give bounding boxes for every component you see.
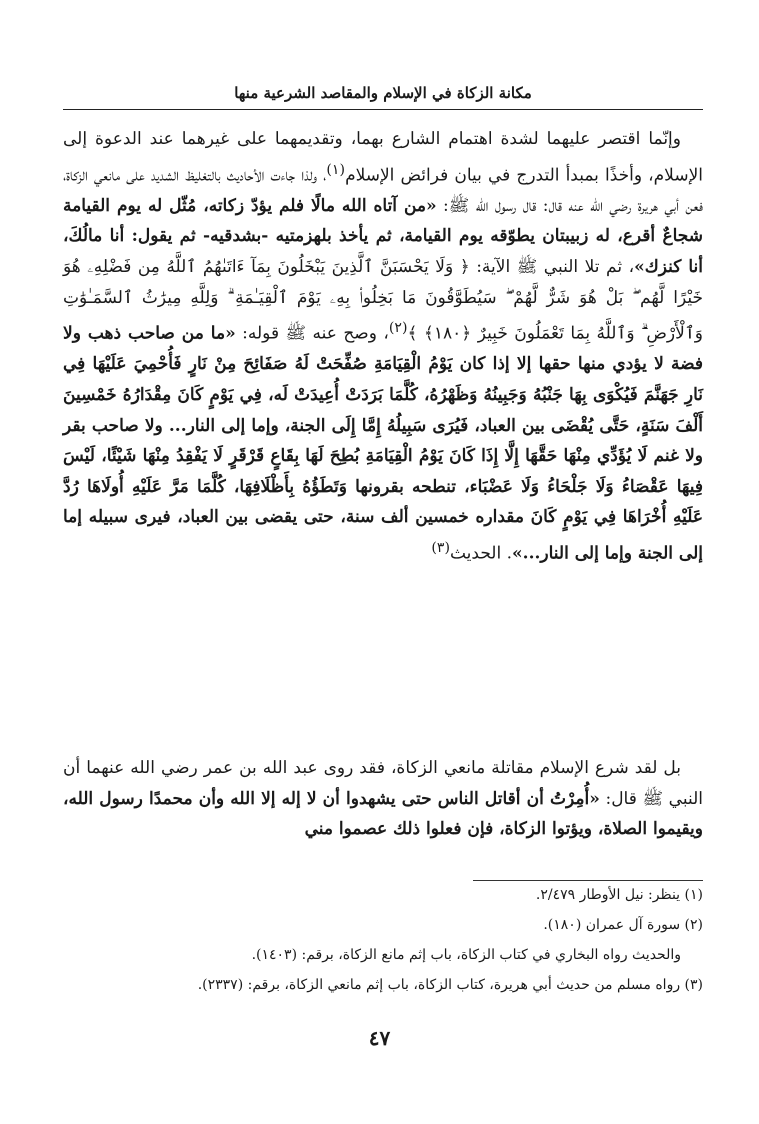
hadith-quote-3: «أُمِرْتُ أن أقاتل الناس حتى يشهدوا أن لا إله إلا الله وأن محمدًا رسول الله، ويقيموا الصلاة، ويؤتوا الزكاة، فإن فعلوا ذلك عصموا مني: [63, 788, 703, 840]
footnotes: [63, 880, 703, 1000]
paragraph-2: [63, 753, 703, 845]
footnote-ref-1[interactable]: (١): [326, 161, 346, 178]
quran-verse: ﴿ وَلَا يَحْسَبَنَّ ٱلَّذِينَ يَبْخَلُونَ بِمَآ ءَاتَىٰهُمُ ٱللَّهُ مِن فَضْلِهِۦ هُوَ خَيْرًا لَّهُم ۖ بَلْ هُوَ شَرٌّ لَّهُمْ ۖ سَيُطَوَّقُونَ مَا بَخِلُوا۟ بِهِۦ يَوْمَ ٱلْقِيَـٰمَةِ ۗ وَلِلَّهِ مِيرَٰثُ ٱلسَّمَـٰوَٰتِ وَٱلْأَرْضِ ۗ وَٱللَّهُ بِمَا تَعْمَلُونَ خَبِيرٌ ﴿١٨٠﴾ ﴾: [63, 257, 703, 344]
page-number: ٤٧: [368, 1026, 391, 1050]
footnote-2: (٢) سورة آل عمران (١٨٠).: [543, 917, 703, 933]
footnote-ref-2[interactable]: (٢): [388, 320, 408, 337]
paragraph-1: [63, 124, 703, 569]
footnote-2-continued: والحديث رواه البخاري في كتاب الزكاة، باب إثم مانع الزكاة، برقم: (١٤٠٣).: [251, 947, 681, 963]
paragraph-1-transition: ، وصح عنه ﷺ قوله:: [235, 323, 389, 344]
paragraph-2-intro: بل لقد شرع الإسلام مقاتلة مانعي الزكاة، فقد روى عبد الله بن عمر رضي الله عنهما أن النبي ﷺ قال:: [63, 758, 704, 809]
paragraph-1-recitation: ، ثم تلا النبي ﷺ الآية:: [469, 257, 635, 278]
running-title: مكانة الزكاة في الإسلام والمقاصد الشرعية منها: [234, 84, 532, 102]
hadith-quote-2: «ما من صاحب ذهب ولا فضة لا يؤدي منها حقها إلا إذا كان يَوْمُ الْقِيَامَةِ صُفِّحَتْ لَهُ صَفَائِحَ مِنْ نَارٍ فَأُحْمِيَ عَلَيْهَا فِي نَارِ جَهَنَّمَ فَيُكْوَى بِهَا جَنْبُهُ وَجَبِينُهُ وَظَهْرُهُ، كُلَّمَا بَرَدَتْ أُعِيدَتْ لَه، فِي يَوْمٍ كَانَ مِقْدَارُهُ خَمْسِينَ أَلْفَ سَنَةٍ، حَتَّى يُقْضَى بين العباد، فَيُرَى سَبِيلُهُ إِمَّا إِلَى الجنة، وإما إلى النار... ولا صاحب بقر ولا غنم لَا يُؤَدِّي مِنْهَا حَقَّهَا إِلَّا إِذَا كَانَ يَوْمُ الْقِيَامَةِ بُطِحَ لَهَا بِقَاعٍ قَرْقَرٍ لَا يَفْقِدُ مِنْهَا شَيْئًا، لَيْسَ فِيهَا عَقْصَاءُ وَلَا جَلْحَاءُ وَلَا عَضْبَاء، تنطحه بقرونها وَتَطَؤُهُ بِأَظْلَافِهَا، كُلَّمَا مَرَّ عَلَيْهِ أُولَاهَا رُدَّ عَلَيْهِ أُخْرَاهَا فِي يَوْمٍ كَانَ مقداره خمسين ألف سنة، حتى يقضى بين العباد، فيرى سبيله إما إلى الجنة وإما إلى النار...»: [63, 323, 703, 564]
footnote-1: (١) ينظر: نيل الأوطار ٢/٤٧٩.: [535, 887, 703, 903]
footnote-ref-3[interactable]: (٣): [431, 540, 450, 557]
footnote-3: (٣) رواه مسلم من حديث أبي هريرة، كتاب الزكاة، باب إثم مانعي الزكاة، برقم: (٢٣٣٧).: [197, 977, 703, 993]
header-rule: [63, 109, 703, 110]
paragraph-1-narration: ، ولذا جاءت الأحاديث بالتغليظ الشديد على مانعي الزكاة، فعن أبي هريرة رضي الله عنه قال: قال رسول الله ﷺ:: [63, 165, 704, 216]
paragraph-1-closing: . الحديث: [449, 543, 513, 564]
hadith-quote-1: «من آتاه الله مالًا فلم يؤدّ زكاته، مُثّل له يوم القيامة شجاعٌ أقرع، له زبيبتان يطوّقه يوم القيامة، ثم يأخذ بلهزمتيه -بشدقيه- ثم يقول: أنا مالُكَ، أنا كنزك»: [63, 195, 703, 278]
paragraph-1-intro: وإنّما اقتصر عليهما لشدة اهتمام الشارع بهما، وتقديمهما على غيرهما عند الدعوة إلى الإسلام، وأخذًا بمبدأ التدرج في بيان فرائض الإسلام: [63, 129, 703, 186]
